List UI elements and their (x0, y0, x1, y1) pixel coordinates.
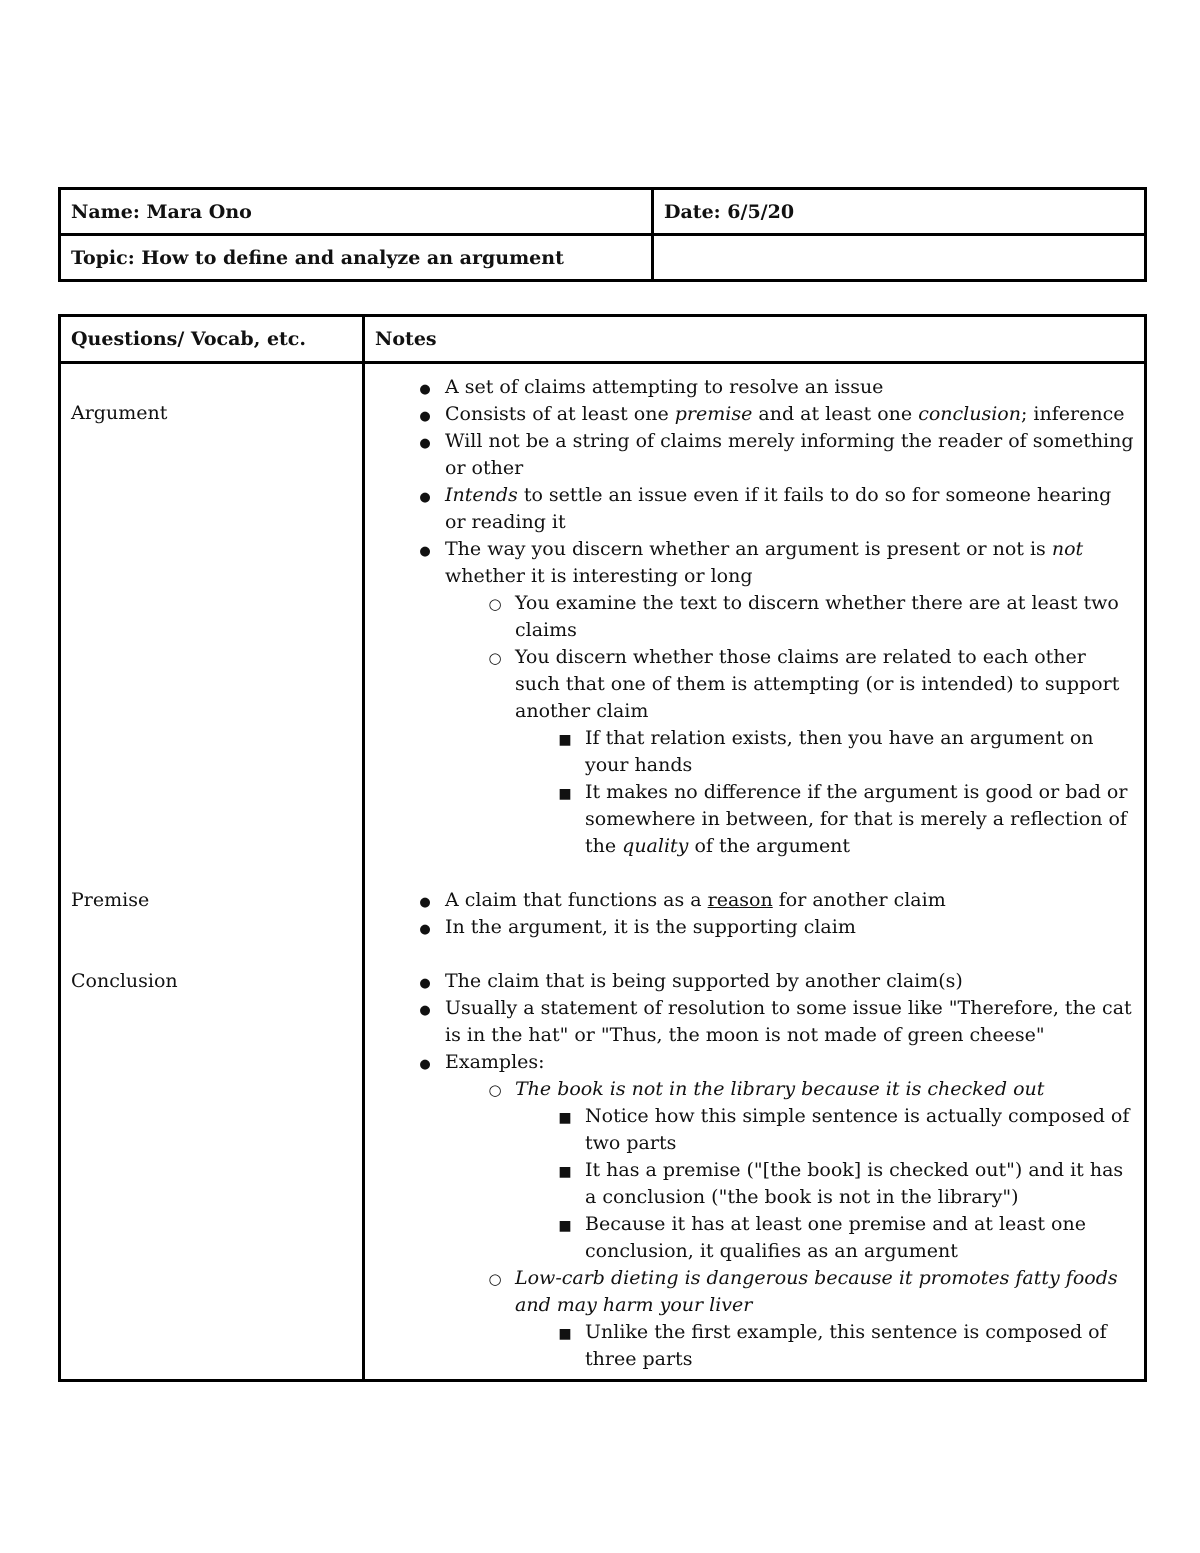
list-item: ■ Notice how this simple sentence is actually composed of two parts (515, 1103, 1134, 1157)
header-row-1 (60, 189, 1146, 235)
term-argument: Argument (71, 402, 168, 424)
bullet-dot-icon (415, 536, 435, 565)
bullet-dot-icon (415, 968, 435, 997)
bullet-square-icon (555, 1319, 575, 1348)
notes-table (58, 314, 1147, 1382)
list-item: ○ You discern whether those claims are related to each other such that one of them is attempting (or is intended) to support another claim ■ If that relation exists, then you have an argument on your hands ■ It makes no difference if the argument is good or bad or somewhere in between, for that is merely a reflection of the quality of the argument (445, 644, 1134, 860)
bullet-dot-icon (415, 887, 435, 916)
bullet-square-icon (555, 1211, 575, 1240)
bullet-dot-icon (415, 914, 435, 943)
topic-field: Topic: How to define and analyze an argument (60, 235, 653, 281)
list-item: ● Consists of at least one premise and at least one conclusion; inference (375, 401, 1134, 428)
list-item: ○ You examine the text to discern whether there are at least two claims (445, 590, 1134, 644)
terms-column (60, 363, 364, 1381)
date-field: Date: 6/5/20 (653, 189, 1146, 235)
bullet-circle-icon (485, 590, 505, 618)
bullet-dot-icon (415, 401, 435, 430)
name-field: Name: Mara Ono (60, 189, 653, 235)
list-item: ■ It makes no difference if the argument is good or bad or somewhere in between, for that is merely a reflection of the quality of the argument (515, 779, 1134, 860)
header-row-2 (60, 235, 1146, 281)
spacer (58, 282, 1144, 314)
list-item: ● Will not be a string of claims merely informing the reader of something or other (375, 428, 1134, 482)
header-table (58, 187, 1147, 282)
list-item: ● Examples: ○ The book is not in the library because it is checked out ■ Notice how this simple sentence is actually composed of two parts ■ It has a premise ("[the book] is checked out") and it has a conclusion ("the book is not in the library") ■ Because it has at least one premise and at least one conclusion, it qualifies as an argument ○ Low-carb dieting is dangerous because it promotes fatty foods and may harm your liver ■ Unlike the first example, this sentence is composed of three parts (375, 1049, 1134, 1373)
bullet-dot-icon (415, 374, 435, 403)
bullet-dot-icon (415, 482, 435, 511)
bullet-dot-icon (415, 1049, 435, 1078)
example-2-details (515, 1319, 1134, 1373)
bullet-dot-icon (415, 428, 435, 457)
list-item: ● The way you discern whether an argument is present or not is not whether it is interesting or long ○ You examine the text to discern whether there are at least two claims ○ You discern whether those claims are related to each other such that one of them is attempting (or is intended) to support another claim ■ If that relation exists, then you have an argument on your hands ■ It makes no difference if the argument is good or bad or somewhere in between, for that is merely a reflection of the quality of the argument (375, 536, 1134, 860)
bullet-circle-icon (485, 1265, 505, 1293)
bullet-circle-icon (485, 644, 505, 672)
notes-body-row (60, 363, 1146, 1381)
bullet-square-icon (555, 1103, 575, 1132)
list-item: ● In the argument, it is the supporting claim (375, 914, 1134, 941)
list-item: ○ Low-carb dieting is dangerous because it promotes fatty foods and may harm your liver ■ Unlike the first example, this sentence is composed of three parts (445, 1265, 1134, 1373)
term-premise: Premise (71, 889, 150, 911)
premise-list (375, 887, 1134, 941)
note-sheet (58, 187, 1144, 1382)
bullet-square-icon (555, 1157, 575, 1186)
empty-cell (653, 235, 1146, 281)
bullet-square-icon (555, 725, 575, 754)
bullet-circle-icon (485, 1076, 505, 1104)
conclusion-list (375, 968, 1134, 1373)
list-item: ● A claim that functions as a reason for another claim (375, 887, 1134, 914)
list-item: ● Usually a statement of resolution to some issue like "Therefore, the cat is in the hat" or "Thus, the moon is not made of green cheese" (375, 995, 1134, 1049)
notes-column (364, 363, 1146, 1381)
term-conclusion: Conclusion (71, 970, 178, 992)
list-item: ■ It has a premise ("[the book] is checked out") and it has a conclusion ("the book is not in the library") (515, 1157, 1134, 1211)
list-item: ■ Unlike the first example, this sentence is composed of three parts (515, 1319, 1134, 1373)
column-header-questions: Questions/ Vocab, etc. (60, 316, 364, 363)
column-header-notes: Notes (364, 316, 1146, 363)
argument-list (375, 374, 1134, 860)
list-item: ● Intends to settle an issue even if it fails to do so for someone hearing or reading it (375, 482, 1134, 536)
list-item: ○ The book is not in the library because it is checked out ■ Notice how this simple sentence is actually composed of two parts ■ It has a premise ("[the book] is checked out") and it has a conclusion ("the book is not in the library") ■ Because it has at least one premise and at least one conclusion, it qualifies as an argument (445, 1076, 1134, 1265)
list-item: ● A set of claims attempting to resolve an issue (375, 374, 1134, 401)
examples-list (445, 1076, 1134, 1373)
bullet-dot-icon (415, 995, 435, 1024)
section-spacer (375, 941, 1134, 968)
list-item: ■ If that relation exists, then you have an argument on your hands (515, 725, 1134, 779)
list-item: ● The claim that is being supported by another claim(s) (375, 968, 1134, 995)
list-item: ■ Because it has at least one premise and at least one conclusion, it qualifies as an argument (515, 1211, 1134, 1265)
argument-subsublist (515, 725, 1134, 860)
column-header-row (60, 316, 1146, 363)
bullet-square-icon (555, 779, 575, 808)
section-spacer (375, 860, 1134, 887)
argument-sublist (445, 590, 1134, 860)
example-1-details (515, 1103, 1134, 1265)
